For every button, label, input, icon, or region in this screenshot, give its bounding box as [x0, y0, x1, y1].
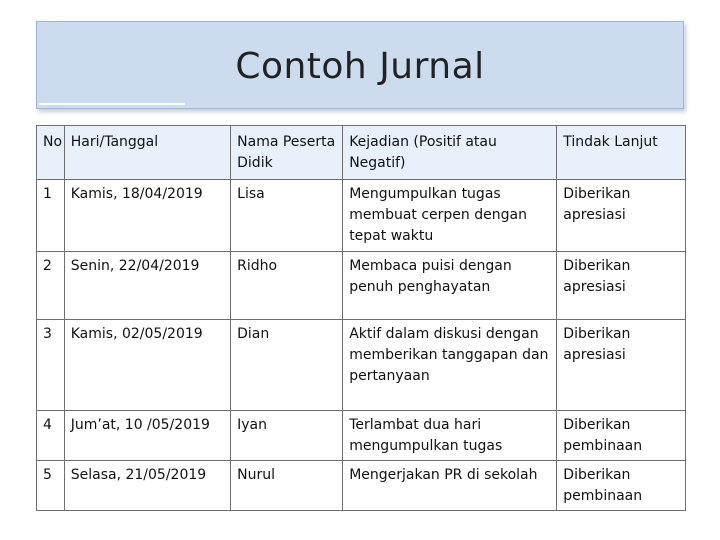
cell-student-name: Dian	[231, 320, 343, 411]
page-title: Contoh Jurnal	[235, 46, 485, 87]
cell-student-name: Iyan	[231, 411, 343, 461]
cell-follow-up: Diberikan apresiasi	[557, 252, 686, 320]
cell-event: Terlambat dua hari mengumpulkan tugas	[343, 411, 557, 461]
cell-date: Selasa, 21/05/2019	[64, 461, 230, 511]
cell-no: 4	[37, 411, 65, 461]
cell-date: Kamis, 02/05/2019	[64, 320, 230, 411]
cell-no: 1	[37, 180, 65, 252]
table-row	[37, 320, 686, 411]
cell-student-name: Lisa	[231, 180, 343, 252]
cell-follow-up: Diberikan pembinaan	[557, 461, 686, 511]
header-follow-up: Tindak Lanjut	[557, 126, 686, 180]
cell-date: Senin, 22/04/2019	[64, 252, 230, 320]
cell-event: Mengumpulkan tugas membuat cerpen dengan tepat waktu	[343, 180, 557, 252]
cell-event: Mengerjakan PR di sekolah	[343, 461, 557, 511]
cell-no: 3	[37, 320, 65, 411]
cell-date: Kamis, 18/04/2019	[64, 180, 230, 252]
title-underline	[39, 103, 185, 105]
header-student-name: Nama Peserta Didik	[231, 126, 343, 180]
cell-follow-up: Diberikan pembinaan	[557, 411, 686, 461]
table-row	[37, 252, 686, 320]
table-row	[37, 461, 686, 511]
title-banner	[36, 21, 684, 109]
cell-event: Membaca puisi dengan penuh penghayatan	[343, 252, 557, 320]
header-date: Hari/Tanggal	[64, 126, 230, 180]
cell-no: 5	[37, 461, 65, 511]
cell-follow-up: Diberikan apresiasi	[557, 320, 686, 411]
table-row	[37, 411, 686, 461]
cell-student-name: Ridho	[231, 252, 343, 320]
cell-no: 2	[37, 252, 65, 320]
header-event: Kejadian (Positif atau Negatif)	[343, 126, 557, 180]
cell-event: Aktif dalam diskusi dengan memberikan tanggapan dan pertanyaan	[343, 320, 557, 411]
cell-date: Jum’at, 10 /05/2019	[64, 411, 230, 461]
header-no: No	[37, 126, 65, 180]
table-header-row	[37, 126, 686, 180]
cell-follow-up: Diberikan apresiasi	[557, 180, 686, 252]
journal-table	[36, 125, 686, 511]
table-row	[37, 180, 686, 252]
cell-student-name: Nurul	[231, 461, 343, 511]
